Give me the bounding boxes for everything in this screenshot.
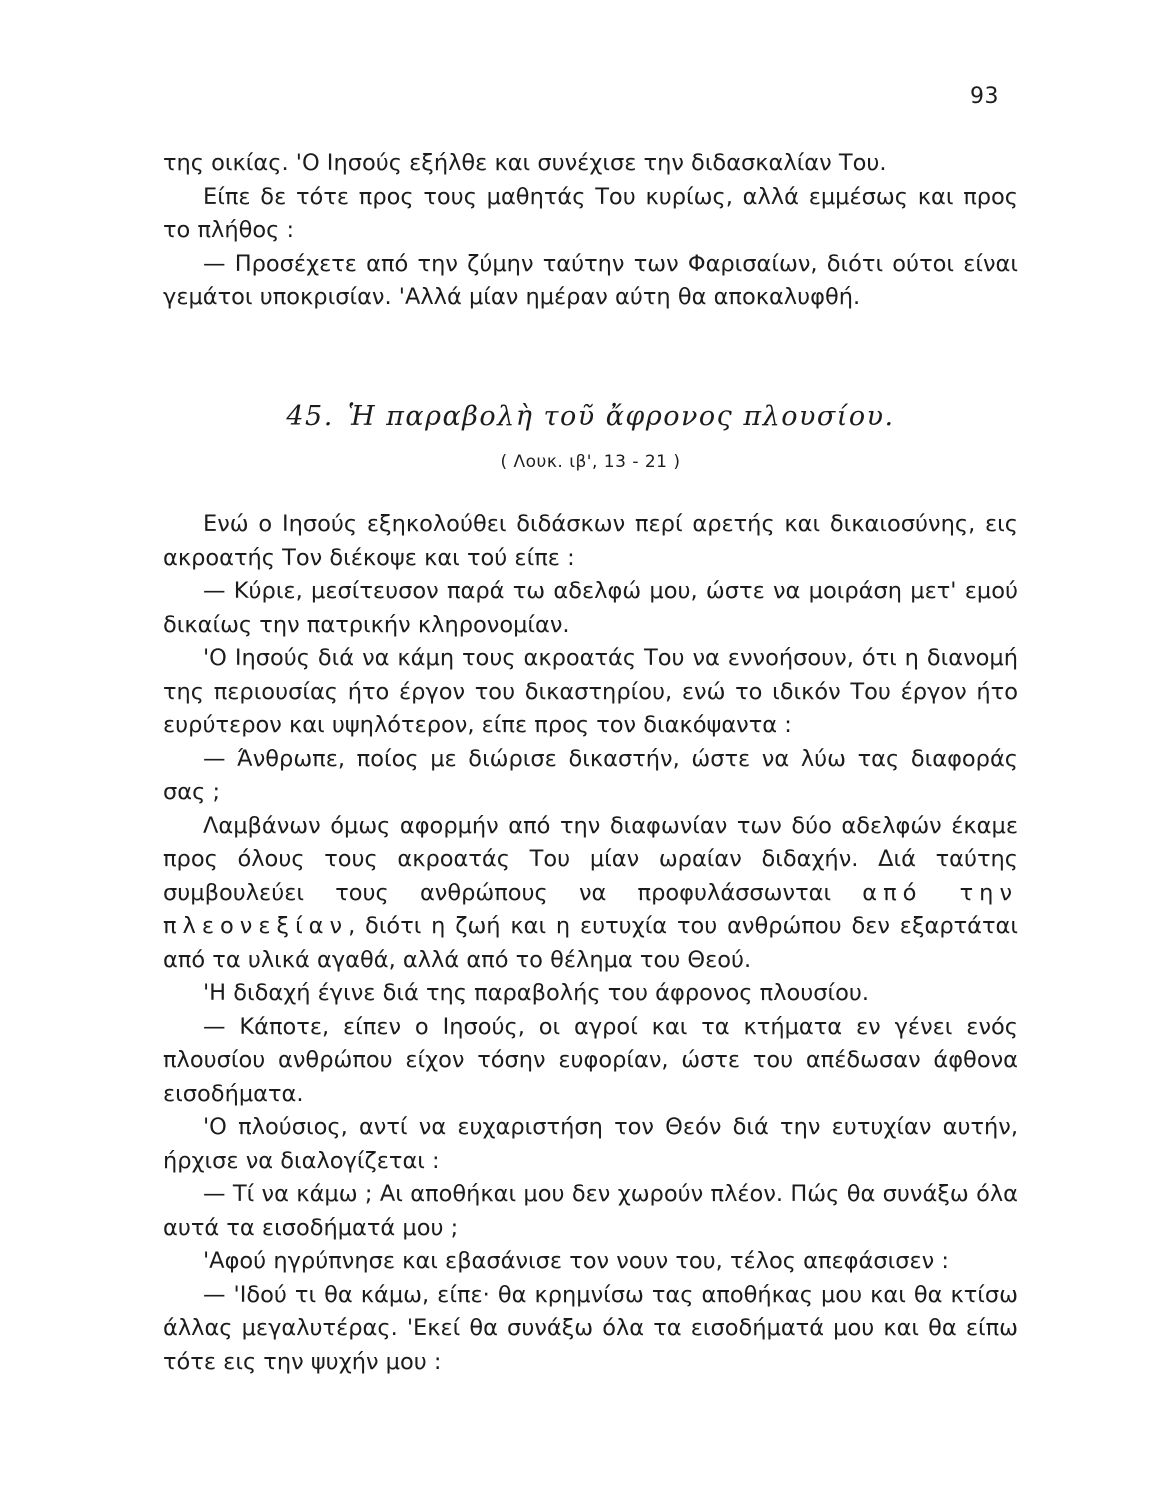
paragraph-2: — Κύριε, μεσίτευσον παρά τω αδελφώ μου, ώστε να μοιράση μετ' εμού δικαίως την πατρικήν κληρονομίαν.: [163, 578, 1018, 638]
intro-line-1: της οικίας. 'Ο Ιησούς εξήλθε και συνέχισε την διδασκαλίαν Του.: [163, 150, 887, 176]
paragraph-5-start: Λαμβάνων όμως αφορμήν από την διαφωνίαν των δύο αδελφών έκαμε προς όλους τους ακροατάς Του μίαν ωραίαν διδαχήν. Διά ταύτης συμβουλεύει τους ανθρώπους να προφυλάσσωνται: [163, 812, 1018, 906]
section-heading: [163, 401, 1018, 432]
paragraph-9: — Τί να κάμω ; Αι αποθήκαι μου δεν χωρούν πλέον. Πώς θα συνάξω όλα αυτά τα εισοδήματά μου ;: [163, 1181, 1018, 1241]
paragraph-6: 'Η διδαχή έγινε διά της παραβολής του άφρονος πλουσίου.: [203, 980, 870, 1006]
paragraph-5-end: , διότι η ζωή και η ευτυχία του ανθρώπου δεν εξαρτάται από τα υλικά αγαθά, αλλά από το θέλημα του Θεού.: [163, 913, 1018, 973]
section-number: 45.: [286, 401, 334, 432]
paragraph-11: — 'Ιδού τι θα κάμω, είπε· θα κρημνίσω τας αποθήκας μου και θα κτίσω άλλας μεγαλυτέρας. 'Εκεί θα συνάξω όλα τα εισοδήματά μου και θα είπω τότε εις την ψυχήν μου :: [163, 1281, 1018, 1375]
paragraph-10: 'Αφού ηγρύπνησε και εβασάνισε τον νουν του, τέλος απεφάσισεν :: [203, 1248, 949, 1274]
paragraph-8: 'Ο πλούσιος, αντί να ευχαριστήση τον Θεόν διά την ευτυχίαν αυτήν, ήρχισε να διαλογίζεται :: [163, 1114, 1018, 1174]
paragraph-5: [163, 810, 1018, 978]
paragraph-3: 'Ο Ιησούς διά να κάμη τους ακροατάς Του να εννοήσουν, ότι η διανομή της περιουσίας ήτο έργον του δικαστηρίου, ενώ το ιδικόν Του έργον ήτο ευρύτερον και υψηλότερον, είπε προς τον διακόψαντα :: [163, 645, 1018, 738]
section-title: Ἡ παραβολὴ τοῦ ἄφρονος πλουσίου.: [347, 401, 895, 432]
scripture-reference: ( Λουκ. ιβ', 13 - 21 ): [500, 452, 681, 472]
intro-text: [163, 147, 1018, 315]
paragraph-7: — Κάποτε, είπεν ο Ιησούς, οι αγροί και τα κτήματα εν γένει ενός πλουσίου ανθρώπου είχον τόσην ευφορίαν, ώστε του απέδωσαν άφθονα εισοδήματα.: [163, 1013, 1018, 1107]
intro-paragraph-2: Είπε δε τότε προς τους μαθητάς Του κυρίως, αλλά εμμέσως και προς το πλήθος :: [163, 183, 1018, 243]
paragraph-4: — Άνθρωπε, ποίος με διώρισε δικαστήν, ώστε να λύω τας διαφοράς σας ;: [163, 745, 1018, 805]
emphasized-phrase: από την πλεονεξίαν: [163, 879, 1019, 939]
page-number: 93: [970, 84, 999, 109]
body-text: [163, 508, 1018, 1379]
paragraph-1: Ενώ ο Ιησούς εξηκολούθει διδάσκων περί αρετής και δικαιοσύνης, εις ακροατής Τον διέκοψε και τού είπε :: [163, 511, 1018, 571]
intro-paragraph-3: — Προσέχετε από την ζύμην ταύτην των Φαρισαίων, διότι ούτοι είναι γεμάτοι υποκρισίαν. 'Αλλά μίαν ημέραν αύτη θα αποκαλυφθή.: [163, 250, 1018, 310]
